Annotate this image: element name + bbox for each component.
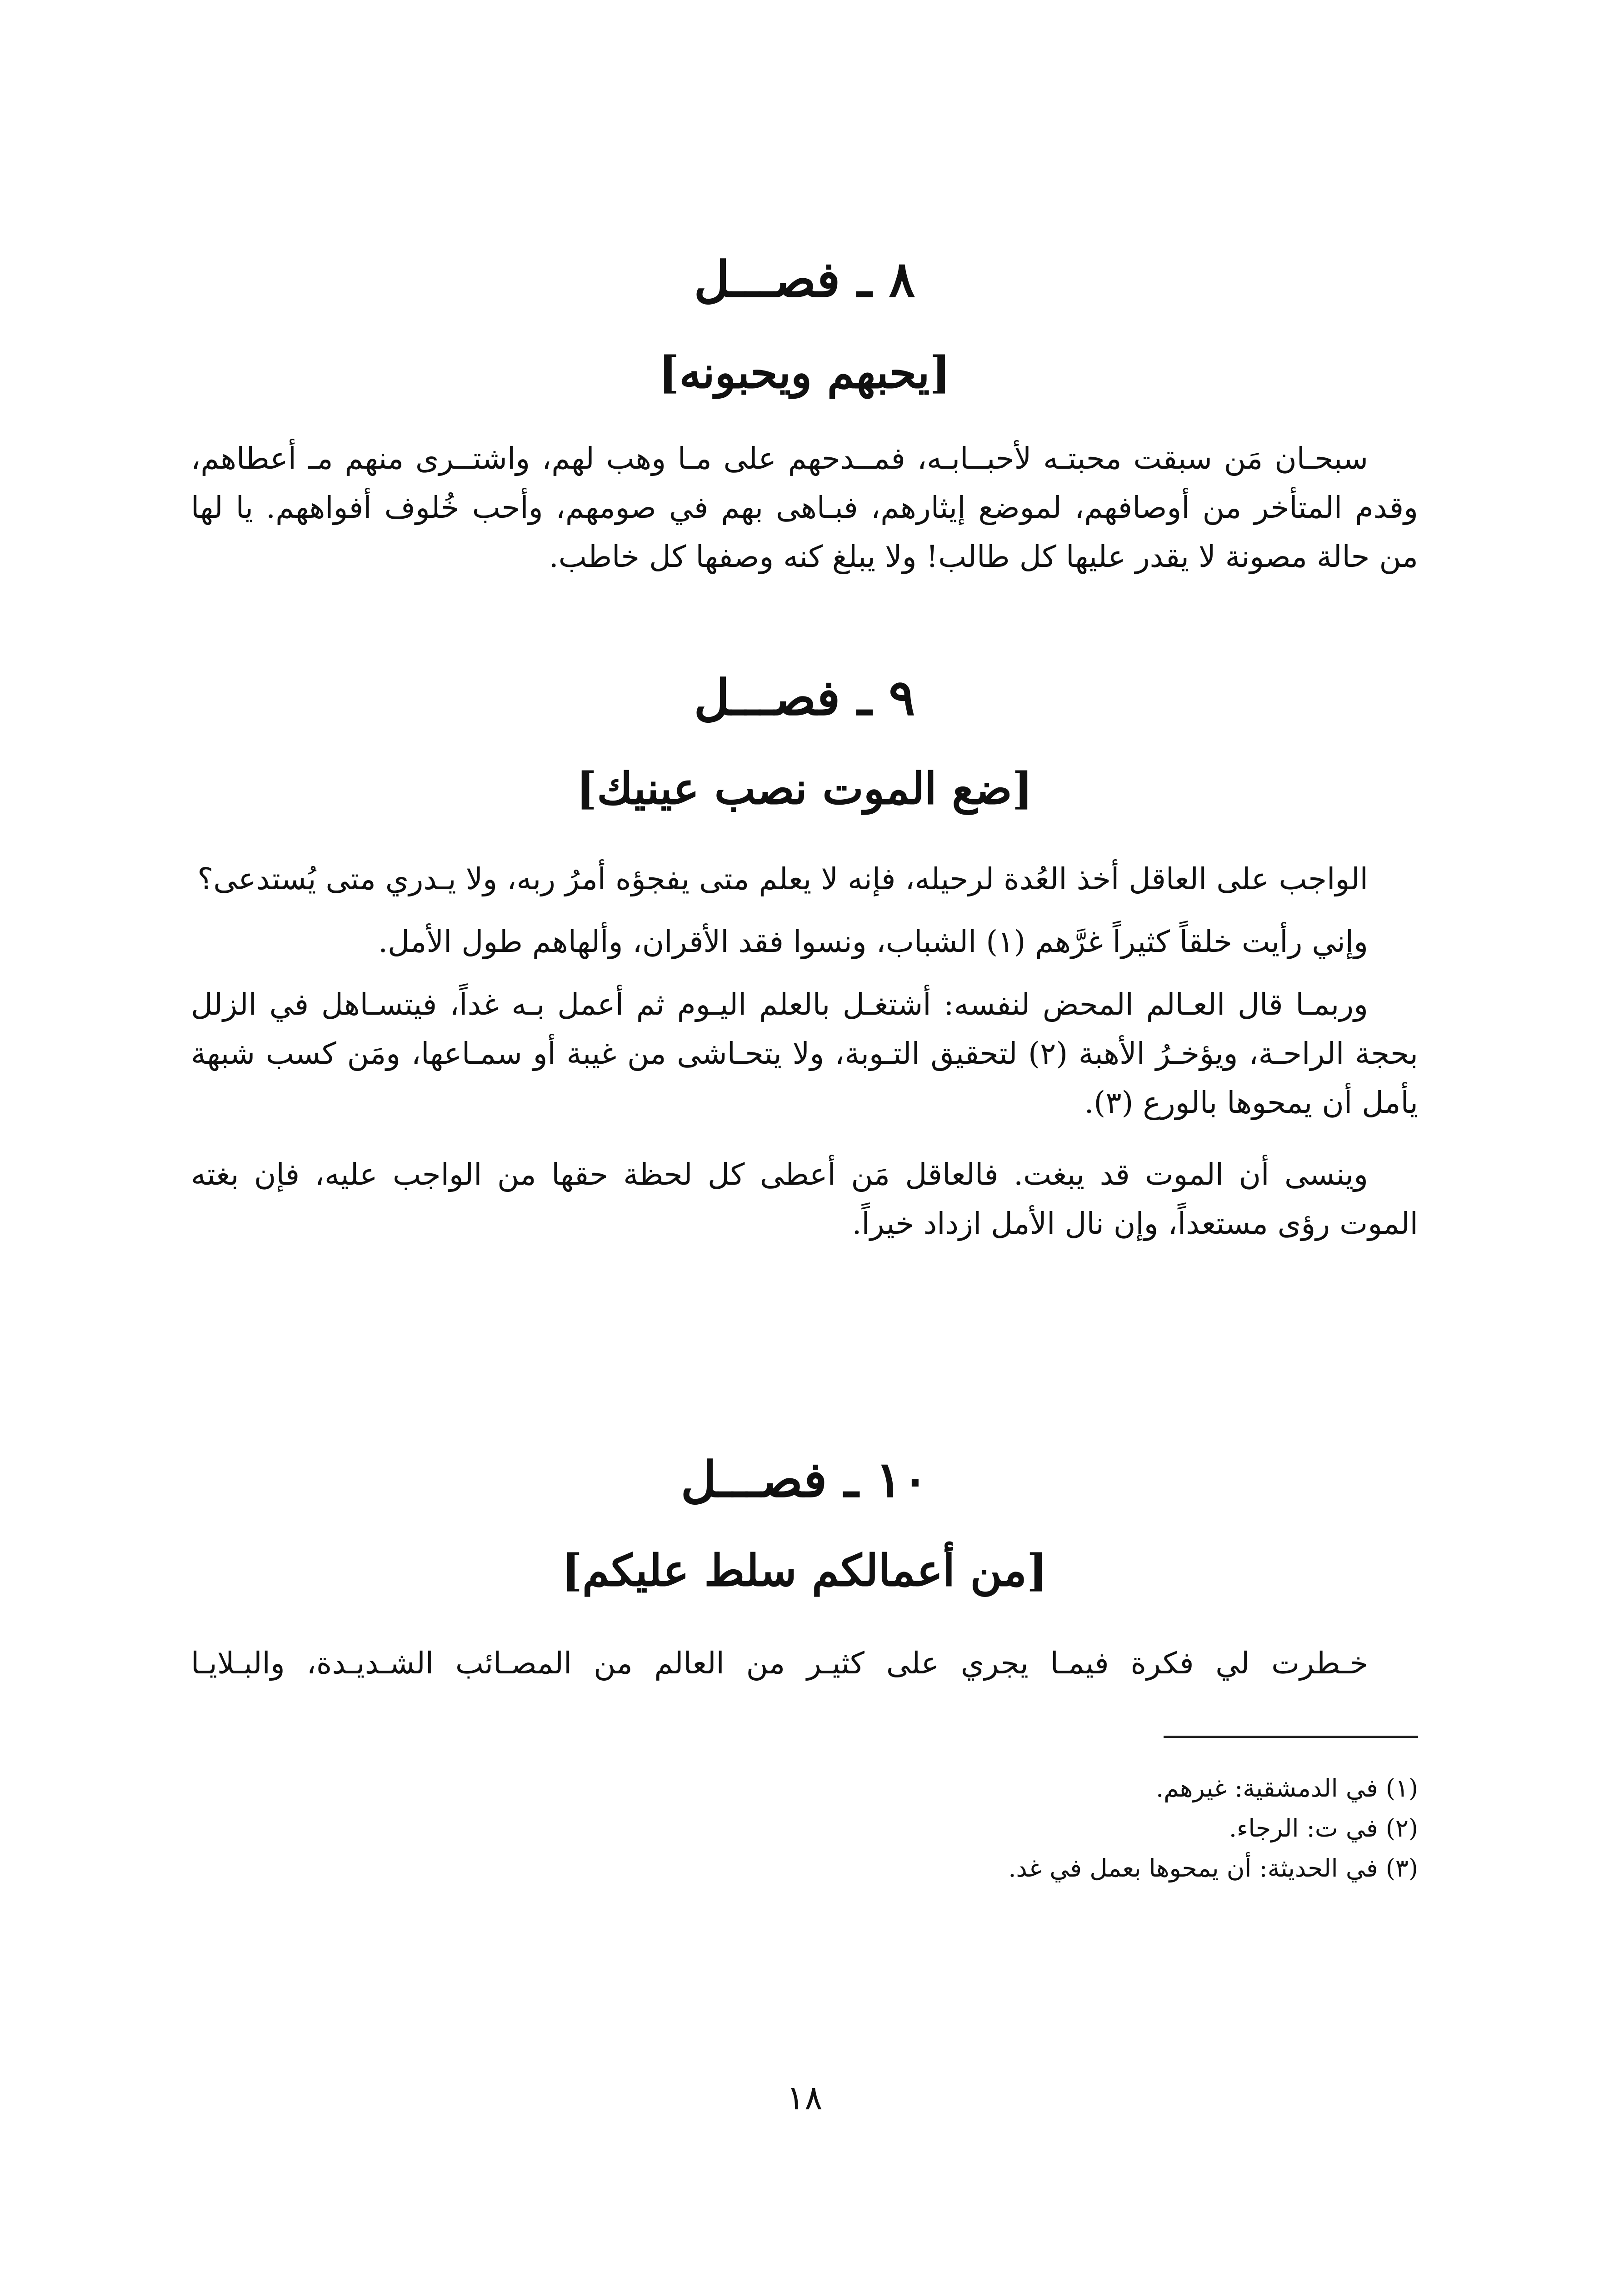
section-9-number-heading: ٩ ـ فصـــل <box>694 669 915 726</box>
section-10-number-heading: ١٠ ـ فصـــل <box>680 1451 929 1508</box>
paragraph: وينسى أن الموت قد يبغت. فالعاقل مَن أعطى كل لحظة حقها من الواجب عليه، فإن بغته الموت رؤى مستعداً، وإن نال الأمل ازداد خيراً. <box>191 1157 1418 1241</box>
paragraph: وربمـا قال العـالم المحض لنفسه: أشتغـل بالعلم اليـوم ثم أعمل بـه غداً، فيتسـاهل في الزلل بحجة الراحـة، ويؤخـرُ الأهبة (٢) لتحقيق التـوبة، ولا يتحـاشى من غيبة أو سمـاعها، ومَن كسب شبهة يأمل أن يمحوها بالورع (٣). <box>191 987 1418 1120</box>
paragraph: سبحـان مَن سبقت محبتـه لأحبــابـه، فمــدحهم على مـا وهب لهم، واشتــرى منهم مـ أعطاهم، وقدم المتأخر من أوصافهم، لموضع إيثارهم، فبـاهى بهم في صومهم، وأحب خُلوف أفواههم. يا لها من حالة مصونة لا يقدر عليها كل طالب! ولا يبلغ كنه وصفها كل خاطب. <box>191 441 1418 574</box>
paragraph: خـطرت لي فكرة فيمـا يجري على كثيـر من العالم من المصـائب الشـديـدة، والبـلايـا <box>191 1646 1368 1681</box>
footnote-separator <box>1164 1736 1418 1738</box>
section-10-body <box>191 1639 1418 1688</box>
footnote-1: (١) في الدمشقية: غيرهم. <box>1155 1774 1418 1802</box>
page-number: ١٨ <box>786 2078 823 2118</box>
footnote-3: (٣) في الحديثة: أن يمحوها بعمل في غد. <box>1008 1854 1418 1882</box>
paragraph: الواجب على العاقل أخذ العُدة لرحيله، فإنه لا يعلم متى يفجؤه أمرُ ربه، ولا يـدري متى يُستدعى؟ <box>197 861 1368 896</box>
section-10-title: [من أعمالكم سلط عليكم] <box>561 1545 1048 1596</box>
paragraph: وإني رأيت خلقاً كثيراً غرَّهم (١) الشباب، ونسوا فقد الأقران، وألهاهم طول الأمل. <box>378 924 1368 959</box>
section-8-body <box>191 434 1418 581</box>
section-8-title: [يحبهم ويحبونه] <box>659 347 950 398</box>
section-9-title: [ضع الموت نصب عينيك] <box>576 763 1033 814</box>
footnote-2: (٢) في ت: الرجاء. <box>1229 1814 1418 1842</box>
section-8-number-heading: ٨ ـ فصـــل <box>694 251 915 308</box>
section-9-body <box>191 855 1418 1248</box>
